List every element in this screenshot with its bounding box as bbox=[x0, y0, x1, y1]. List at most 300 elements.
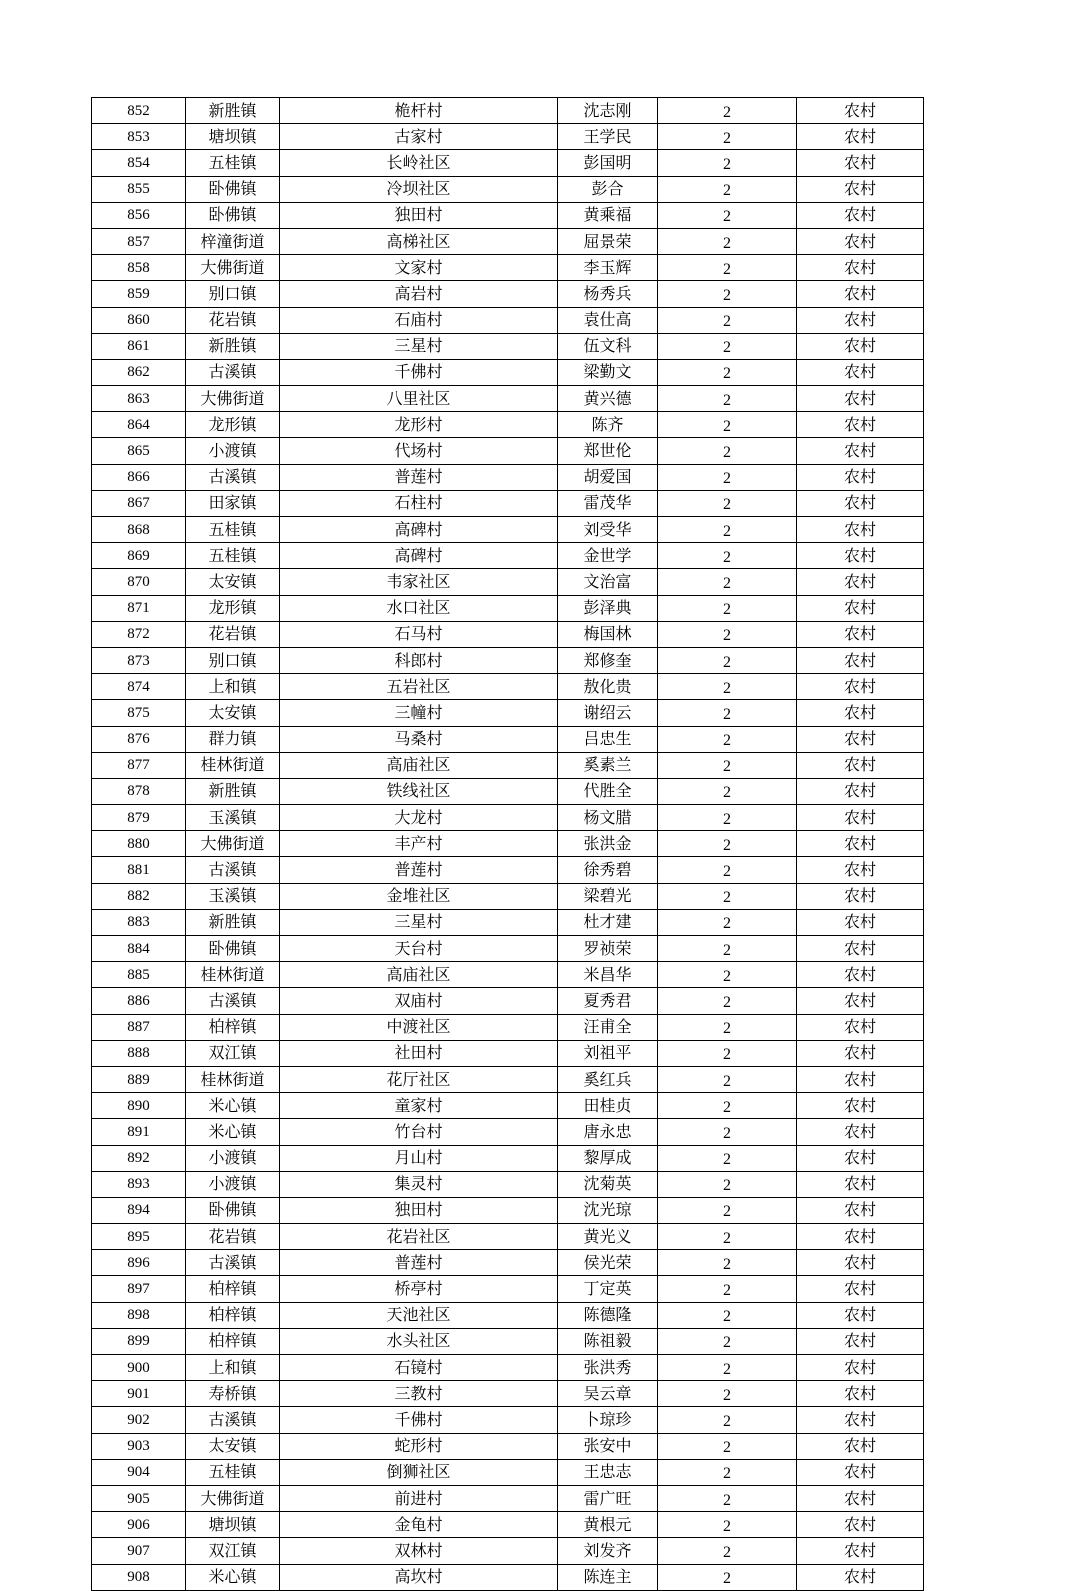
cell-town: 新胜镇 bbox=[186, 98, 280, 124]
cell-person-name: 雷茂华 bbox=[558, 490, 658, 516]
table-row bbox=[92, 1250, 924, 1276]
cell-count: 2 bbox=[658, 412, 797, 438]
cell-category: 农村 bbox=[797, 228, 924, 254]
cell-count: 2 bbox=[658, 1485, 797, 1511]
table-row bbox=[92, 490, 924, 516]
table-row bbox=[92, 412, 924, 438]
cell-person-name: 袁仕高 bbox=[558, 307, 658, 333]
cell-category: 农村 bbox=[797, 1040, 924, 1066]
table-row bbox=[92, 647, 924, 673]
cell-village: 石马村 bbox=[280, 621, 558, 647]
cell-count: 2 bbox=[658, 962, 797, 988]
cell-person-name: 黄根元 bbox=[558, 1512, 658, 1538]
cell-row-number: 868 bbox=[92, 517, 186, 543]
cell-row-number: 902 bbox=[92, 1407, 186, 1433]
cell-person-name: 杨秀兵 bbox=[558, 281, 658, 307]
cell-person-name: 敖化贵 bbox=[558, 674, 658, 700]
cell-town: 玉溪镇 bbox=[186, 805, 280, 831]
cell-row-number: 881 bbox=[92, 857, 186, 883]
table-row bbox=[92, 359, 924, 385]
cell-category: 农村 bbox=[797, 490, 924, 516]
cell-town: 梓潼街道 bbox=[186, 228, 280, 254]
cell-category: 农村 bbox=[797, 359, 924, 385]
cell-count: 2 bbox=[658, 1224, 797, 1250]
cell-person-name: 徐秀碧 bbox=[558, 857, 658, 883]
cell-row-number: 898 bbox=[92, 1302, 186, 1328]
cell-person-name: 郑修奎 bbox=[558, 647, 658, 673]
cell-category: 农村 bbox=[797, 831, 924, 857]
cell-person-name: 文治富 bbox=[558, 569, 658, 595]
cell-count: 2 bbox=[658, 1302, 797, 1328]
cell-village: 集灵村 bbox=[280, 1171, 558, 1197]
cell-person-name: 沈志刚 bbox=[558, 98, 658, 124]
cell-row-number: 883 bbox=[92, 909, 186, 935]
cell-village: 丰产村 bbox=[280, 831, 558, 857]
cell-town: 太安镇 bbox=[186, 700, 280, 726]
cell-category: 农村 bbox=[797, 386, 924, 412]
cell-category: 农村 bbox=[797, 1224, 924, 1250]
cell-town: 塘坝镇 bbox=[186, 1512, 280, 1538]
table-row bbox=[92, 1328, 924, 1354]
cell-town: 小渡镇 bbox=[186, 1171, 280, 1197]
cell-person-name: 杜才建 bbox=[558, 909, 658, 935]
table-row bbox=[92, 464, 924, 490]
cell-category: 农村 bbox=[797, 1512, 924, 1538]
cell-town: 柏梓镇 bbox=[186, 1276, 280, 1302]
cell-category: 农村 bbox=[797, 883, 924, 909]
cell-category: 农村 bbox=[797, 412, 924, 438]
cell-village: 桅杆村 bbox=[280, 98, 558, 124]
cell-village: 三教村 bbox=[280, 1381, 558, 1407]
cell-category: 农村 bbox=[797, 1459, 924, 1485]
cell-category: 农村 bbox=[797, 1250, 924, 1276]
table-row bbox=[92, 1381, 924, 1407]
cell-row-number: 893 bbox=[92, 1171, 186, 1197]
table-row bbox=[92, 150, 924, 176]
cell-row-number: 857 bbox=[92, 228, 186, 254]
cell-town: 古溪镇 bbox=[186, 464, 280, 490]
table-row bbox=[92, 281, 924, 307]
cell-count: 2 bbox=[658, 752, 797, 778]
cell-count: 2 bbox=[658, 595, 797, 621]
cell-row-number: 892 bbox=[92, 1145, 186, 1171]
cell-village: 普莲村 bbox=[280, 464, 558, 490]
cell-category: 农村 bbox=[797, 1564, 924, 1590]
cell-person-name: 雷广旺 bbox=[558, 1485, 658, 1511]
table-row bbox=[92, 569, 924, 595]
cell-row-number: 863 bbox=[92, 386, 186, 412]
cell-person-name: 汪甫全 bbox=[558, 1014, 658, 1040]
cell-village: 高庙社区 bbox=[280, 962, 558, 988]
table-row bbox=[92, 1119, 924, 1145]
cell-category: 农村 bbox=[797, 1119, 924, 1145]
cell-row-number: 880 bbox=[92, 831, 186, 857]
table-row bbox=[92, 1302, 924, 1328]
cell-count: 2 bbox=[658, 333, 797, 359]
cell-row-number: 900 bbox=[92, 1355, 186, 1381]
cell-town: 大佛街道 bbox=[186, 1485, 280, 1511]
cell-category: 农村 bbox=[797, 1093, 924, 1119]
cell-village: 韦家社区 bbox=[280, 569, 558, 595]
table-row bbox=[92, 988, 924, 1014]
cell-person-name: 陈齐 bbox=[558, 412, 658, 438]
cell-person-name: 张安中 bbox=[558, 1433, 658, 1459]
cell-row-number: 899 bbox=[92, 1328, 186, 1354]
cell-count: 2 bbox=[658, 1093, 797, 1119]
cell-village: 高庙社区 bbox=[280, 752, 558, 778]
table-row bbox=[92, 909, 924, 935]
cell-row-number: 907 bbox=[92, 1538, 186, 1564]
table-row bbox=[92, 1093, 924, 1119]
cell-count: 2 bbox=[658, 1564, 797, 1590]
cell-count: 2 bbox=[658, 1171, 797, 1197]
cell-village: 中渡社区 bbox=[280, 1014, 558, 1040]
cell-town: 柏梓镇 bbox=[186, 1014, 280, 1040]
cell-row-number: 860 bbox=[92, 307, 186, 333]
table-row bbox=[92, 962, 924, 988]
cell-person-name: 丁定英 bbox=[558, 1276, 658, 1302]
table-row bbox=[92, 228, 924, 254]
cell-village: 花岩社区 bbox=[280, 1224, 558, 1250]
table-row bbox=[92, 176, 924, 202]
cell-category: 农村 bbox=[797, 98, 924, 124]
cell-row-number: 870 bbox=[92, 569, 186, 595]
cell-village: 双林村 bbox=[280, 1538, 558, 1564]
table-row bbox=[92, 438, 924, 464]
cell-category: 农村 bbox=[797, 726, 924, 752]
cell-row-number: 906 bbox=[92, 1512, 186, 1538]
cell-person-name: 代胜全 bbox=[558, 778, 658, 804]
cell-person-name: 杨文腊 bbox=[558, 805, 658, 831]
cell-person-name: 田桂贞 bbox=[558, 1093, 658, 1119]
cell-town: 米心镇 bbox=[186, 1119, 280, 1145]
cell-town: 花岩镇 bbox=[186, 621, 280, 647]
table-row bbox=[92, 1407, 924, 1433]
cell-row-number: 895 bbox=[92, 1224, 186, 1250]
cell-category: 农村 bbox=[797, 176, 924, 202]
cell-count: 2 bbox=[658, 778, 797, 804]
cell-village: 高碑村 bbox=[280, 517, 558, 543]
cell-village: 八里社区 bbox=[280, 386, 558, 412]
cell-village: 普莲村 bbox=[280, 1250, 558, 1276]
table-row bbox=[92, 1538, 924, 1564]
cell-row-number: 874 bbox=[92, 674, 186, 700]
cell-row-number: 854 bbox=[92, 150, 186, 176]
cell-village: 蛇形村 bbox=[280, 1433, 558, 1459]
cell-town: 五桂镇 bbox=[186, 150, 280, 176]
cell-count: 2 bbox=[658, 805, 797, 831]
cell-category: 农村 bbox=[797, 1407, 924, 1433]
cell-row-number: 903 bbox=[92, 1433, 186, 1459]
cell-count: 2 bbox=[658, 1512, 797, 1538]
table-row bbox=[92, 805, 924, 831]
cell-category: 农村 bbox=[797, 1485, 924, 1511]
table-row bbox=[92, 333, 924, 359]
cell-town: 五桂镇 bbox=[186, 1459, 280, 1485]
cell-village: 代场村 bbox=[280, 438, 558, 464]
cell-count: 2 bbox=[658, 831, 797, 857]
cell-row-number: 867 bbox=[92, 490, 186, 516]
cell-row-number: 853 bbox=[92, 124, 186, 150]
table-row bbox=[92, 1066, 924, 1092]
table-row bbox=[92, 1014, 924, 1040]
cell-person-name: 刘祖平 bbox=[558, 1040, 658, 1066]
table-row bbox=[92, 1485, 924, 1511]
cell-person-name: 陈德隆 bbox=[558, 1302, 658, 1328]
cell-row-number: 904 bbox=[92, 1459, 186, 1485]
table-row bbox=[92, 98, 924, 124]
cell-person-name: 陈连主 bbox=[558, 1564, 658, 1590]
cell-row-number: 887 bbox=[92, 1014, 186, 1040]
cell-row-number: 889 bbox=[92, 1066, 186, 1092]
cell-person-name: 梅国林 bbox=[558, 621, 658, 647]
table-row bbox=[92, 1276, 924, 1302]
cell-row-number: 862 bbox=[92, 359, 186, 385]
cell-village: 石柱村 bbox=[280, 490, 558, 516]
cell-person-name: 罗祯荣 bbox=[558, 936, 658, 962]
cell-town: 龙形镇 bbox=[186, 595, 280, 621]
cell-category: 农村 bbox=[797, 1433, 924, 1459]
cell-town: 群力镇 bbox=[186, 726, 280, 752]
cell-count: 2 bbox=[658, 674, 797, 700]
cell-village: 天台村 bbox=[280, 936, 558, 962]
cell-village: 童家村 bbox=[280, 1093, 558, 1119]
table-row bbox=[92, 831, 924, 857]
cell-town: 柏梓镇 bbox=[186, 1328, 280, 1354]
cell-category: 农村 bbox=[797, 962, 924, 988]
cell-village: 独田村 bbox=[280, 1197, 558, 1223]
cell-town: 大佛街道 bbox=[186, 386, 280, 412]
cell-village: 长岭社区 bbox=[280, 150, 558, 176]
cell-count: 2 bbox=[658, 1328, 797, 1354]
cell-village: 桥亭村 bbox=[280, 1276, 558, 1302]
cell-count: 2 bbox=[658, 176, 797, 202]
cell-village: 古家村 bbox=[280, 124, 558, 150]
cell-row-number: 896 bbox=[92, 1250, 186, 1276]
cell-town: 太安镇 bbox=[186, 1433, 280, 1459]
cell-row-number: 861 bbox=[92, 333, 186, 359]
cell-person-name: 刘发齐 bbox=[558, 1538, 658, 1564]
cell-town: 卧佛镇 bbox=[186, 1197, 280, 1223]
cell-village: 月山村 bbox=[280, 1145, 558, 1171]
cell-row-number: 866 bbox=[92, 464, 186, 490]
cell-person-name: 刘受华 bbox=[558, 517, 658, 543]
table-row bbox=[92, 1355, 924, 1381]
cell-person-name: 奚素兰 bbox=[558, 752, 658, 778]
table-row bbox=[92, 621, 924, 647]
cell-town: 卧佛镇 bbox=[186, 202, 280, 228]
cell-person-name: 黄兴德 bbox=[558, 386, 658, 412]
cell-town: 花岩镇 bbox=[186, 1224, 280, 1250]
cell-category: 农村 bbox=[797, 1538, 924, 1564]
cell-village: 三星村 bbox=[280, 909, 558, 935]
cell-count: 2 bbox=[658, 883, 797, 909]
cell-town: 卧佛镇 bbox=[186, 176, 280, 202]
cell-row-number: 885 bbox=[92, 962, 186, 988]
cell-row-number: 879 bbox=[92, 805, 186, 831]
cell-village: 铁线社区 bbox=[280, 778, 558, 804]
table-row bbox=[92, 1433, 924, 1459]
cell-row-number: 878 bbox=[92, 778, 186, 804]
cell-town: 古溪镇 bbox=[186, 857, 280, 883]
cell-count: 2 bbox=[658, 1066, 797, 1092]
cell-count: 2 bbox=[658, 1407, 797, 1433]
cell-village: 高碑村 bbox=[280, 543, 558, 569]
cell-count: 2 bbox=[658, 1250, 797, 1276]
cell-village: 五岩社区 bbox=[280, 674, 558, 700]
cell-town: 柏梓镇 bbox=[186, 1302, 280, 1328]
cell-person-name: 米昌华 bbox=[558, 962, 658, 988]
cell-person-name: 沈光琼 bbox=[558, 1197, 658, 1223]
table-row bbox=[92, 307, 924, 333]
cell-person-name: 陈祖毅 bbox=[558, 1328, 658, 1354]
cell-row-number: 901 bbox=[92, 1381, 186, 1407]
cell-count: 2 bbox=[658, 1433, 797, 1459]
cell-village: 高梯社区 bbox=[280, 228, 558, 254]
cell-town: 田家镇 bbox=[186, 490, 280, 516]
cell-town: 玉溪镇 bbox=[186, 883, 280, 909]
table-row bbox=[92, 936, 924, 962]
cell-category: 农村 bbox=[797, 936, 924, 962]
cell-category: 农村 bbox=[797, 778, 924, 804]
cell-village: 花厅社区 bbox=[280, 1066, 558, 1092]
cell-row-number: 875 bbox=[92, 700, 186, 726]
cell-town: 桂林街道 bbox=[186, 962, 280, 988]
cell-count: 2 bbox=[658, 647, 797, 673]
cell-category: 农村 bbox=[797, 595, 924, 621]
table-row bbox=[92, 595, 924, 621]
cell-count: 2 bbox=[658, 1014, 797, 1040]
cell-count: 2 bbox=[658, 517, 797, 543]
cell-town: 古溪镇 bbox=[186, 1407, 280, 1433]
cell-town: 新胜镇 bbox=[186, 778, 280, 804]
cell-count: 2 bbox=[658, 700, 797, 726]
cell-person-name: 卜琼珍 bbox=[558, 1407, 658, 1433]
table-row bbox=[92, 857, 924, 883]
cell-village: 前进村 bbox=[280, 1485, 558, 1511]
cell-person-name: 李玉辉 bbox=[558, 255, 658, 281]
cell-count: 2 bbox=[658, 1145, 797, 1171]
cell-category: 农村 bbox=[797, 805, 924, 831]
table-row bbox=[92, 700, 924, 726]
cell-person-name: 伍文科 bbox=[558, 333, 658, 359]
cell-row-number: 865 bbox=[92, 438, 186, 464]
cell-village: 龙形村 bbox=[280, 412, 558, 438]
cell-village: 冷坝社区 bbox=[280, 176, 558, 202]
cell-category: 农村 bbox=[797, 202, 924, 228]
cell-person-name: 唐永忠 bbox=[558, 1119, 658, 1145]
cell-village: 科郎村 bbox=[280, 647, 558, 673]
cell-village: 双庙村 bbox=[280, 988, 558, 1014]
cell-village: 高坎村 bbox=[280, 1564, 558, 1590]
cell-row-number: 897 bbox=[92, 1276, 186, 1302]
cell-count: 2 bbox=[658, 490, 797, 516]
cell-person-name: 屈景荣 bbox=[558, 228, 658, 254]
cell-village: 竹台村 bbox=[280, 1119, 558, 1145]
cell-person-name: 胡爱国 bbox=[558, 464, 658, 490]
cell-row-number: 871 bbox=[92, 595, 186, 621]
cell-row-number: 908 bbox=[92, 1564, 186, 1590]
cell-row-number: 864 bbox=[92, 412, 186, 438]
table-row bbox=[92, 1459, 924, 1485]
table-row bbox=[92, 255, 924, 281]
cell-count: 2 bbox=[658, 1040, 797, 1066]
cell-category: 农村 bbox=[797, 647, 924, 673]
cell-village: 独田村 bbox=[280, 202, 558, 228]
cell-category: 农村 bbox=[797, 464, 924, 490]
cell-category: 农村 bbox=[797, 1014, 924, 1040]
cell-count: 2 bbox=[658, 1197, 797, 1223]
cell-category: 农村 bbox=[797, 307, 924, 333]
cell-category: 农村 bbox=[797, 438, 924, 464]
cell-village: 高岩村 bbox=[280, 281, 558, 307]
table-row bbox=[92, 202, 924, 228]
cell-village: 普莲村 bbox=[280, 857, 558, 883]
cell-count: 2 bbox=[658, 988, 797, 1014]
cell-village: 水头社区 bbox=[280, 1328, 558, 1354]
cell-count: 2 bbox=[658, 726, 797, 752]
cell-row-number: 888 bbox=[92, 1040, 186, 1066]
cell-town: 五桂镇 bbox=[186, 517, 280, 543]
cell-village: 水口社区 bbox=[280, 595, 558, 621]
cell-row-number: 891 bbox=[92, 1119, 186, 1145]
cell-category: 农村 bbox=[797, 909, 924, 935]
cell-person-name: 吕忠生 bbox=[558, 726, 658, 752]
table-row bbox=[92, 1224, 924, 1250]
cell-person-name: 沈菊英 bbox=[558, 1171, 658, 1197]
cell-village: 金龟村 bbox=[280, 1512, 558, 1538]
cell-town: 桂林街道 bbox=[186, 1066, 280, 1092]
cell-row-number: 852 bbox=[92, 98, 186, 124]
cell-person-name: 梁碧光 bbox=[558, 883, 658, 909]
cell-row-number: 886 bbox=[92, 988, 186, 1014]
cell-row-number: 873 bbox=[92, 647, 186, 673]
cell-category: 农村 bbox=[797, 281, 924, 307]
cell-row-number: 856 bbox=[92, 202, 186, 228]
cell-town: 别口镇 bbox=[186, 281, 280, 307]
cell-person-name: 张洪金 bbox=[558, 831, 658, 857]
cell-village: 金堆社区 bbox=[280, 883, 558, 909]
cell-person-name: 夏秀君 bbox=[558, 988, 658, 1014]
cell-count: 2 bbox=[658, 1459, 797, 1485]
table-row bbox=[92, 124, 924, 150]
cell-count: 2 bbox=[658, 1538, 797, 1564]
cell-row-number: 884 bbox=[92, 936, 186, 962]
cell-town: 五桂镇 bbox=[186, 543, 280, 569]
cell-count: 2 bbox=[658, 98, 797, 124]
cell-count: 2 bbox=[658, 307, 797, 333]
cell-row-number: 882 bbox=[92, 883, 186, 909]
cell-town: 小渡镇 bbox=[186, 438, 280, 464]
cell-category: 农村 bbox=[797, 1066, 924, 1092]
table-row bbox=[92, 543, 924, 569]
cell-category: 农村 bbox=[797, 857, 924, 883]
table-row bbox=[92, 674, 924, 700]
cell-person-name: 黄乘福 bbox=[558, 202, 658, 228]
cell-count: 2 bbox=[658, 909, 797, 935]
cell-person-name: 彭国明 bbox=[558, 150, 658, 176]
table-row bbox=[92, 1197, 924, 1223]
cell-count: 2 bbox=[658, 569, 797, 595]
table-row bbox=[92, 1512, 924, 1538]
cell-village: 千佛村 bbox=[280, 1407, 558, 1433]
cell-person-name: 奚红兵 bbox=[558, 1066, 658, 1092]
cell-count: 2 bbox=[658, 228, 797, 254]
cell-town: 新胜镇 bbox=[186, 333, 280, 359]
cell-village: 石庙村 bbox=[280, 307, 558, 333]
table-row bbox=[92, 1145, 924, 1171]
cell-category: 农村 bbox=[797, 150, 924, 176]
